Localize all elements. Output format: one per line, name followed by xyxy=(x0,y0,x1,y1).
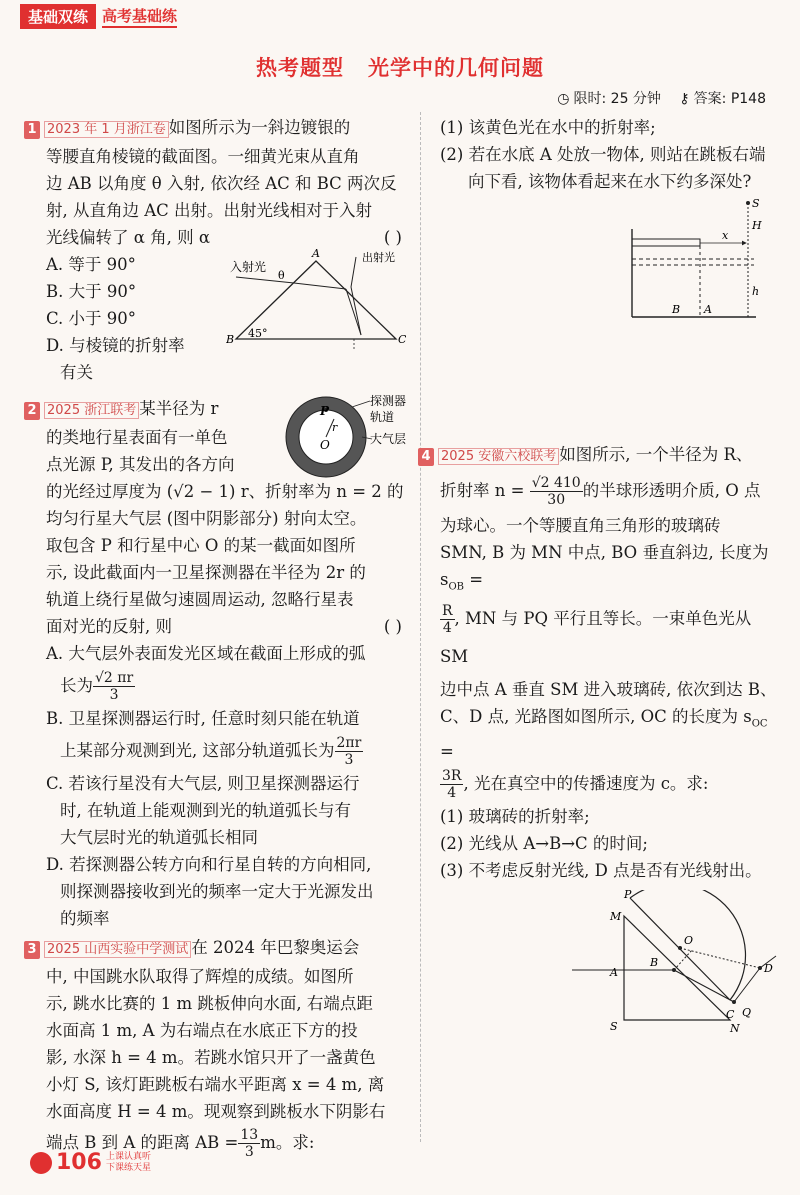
q4-text: = xyxy=(464,570,484,589)
fig-label: M xyxy=(610,909,622,923)
q2-text: 取包含 P 和行星中心 O 的某一截面如图所 xyxy=(46,536,356,555)
q4-text: C、D 点, 光路图如图所示, OC 的长度为 s xyxy=(440,707,752,727)
q2-text: 轨道上绕行星做匀速圆周运动, 忽略行星表 xyxy=(46,590,354,609)
fig-label: D xyxy=(764,961,773,975)
fraction xyxy=(93,670,135,703)
denominator: 3 xyxy=(244,1144,254,1160)
denominator: 3 xyxy=(344,752,354,768)
q1-text: 光线偏转了 α 角, 则 α xyxy=(46,228,211,247)
question-source: 2025 安徽六校联考 xyxy=(438,448,559,465)
q4-text: 为球心。一个等腰直角三角形的玻璃砖 xyxy=(440,516,721,535)
question-number: 4 xyxy=(418,448,434,466)
answer-ref: 答案: P148 xyxy=(693,91,766,107)
q1-option-a: A. 等于 90° xyxy=(46,255,136,274)
denominator: 30 xyxy=(547,492,566,508)
header xyxy=(20,4,177,28)
q1-option-d: D. 与棱镜的折射率 xyxy=(46,336,185,355)
fig-label: 探测器 xyxy=(370,394,406,408)
q4-text: , 光在真空中的传播速度为 c。求: xyxy=(463,773,709,793)
fig-label: h xyxy=(752,285,760,298)
q4-text: 边中点 A 垂直 SM 进入玻璃砖, 依次到达 B、 xyxy=(440,680,777,700)
q1-option-d-cont: 有关 xyxy=(60,363,93,382)
q3-subquestion-1: (1) 该黄色光在水中的折射率; xyxy=(440,118,656,137)
q2-text: 的类地行星表面有一单色 xyxy=(46,428,228,447)
q1-text: 等腰直角棱镜的截面图。一细黄光束从直角 xyxy=(46,147,360,166)
question-3 xyxy=(27,934,406,1161)
numerator: √2 410 xyxy=(531,475,581,491)
q3-text: 示, 跳水比赛的 1 m 跳板伸向水面, 右端点距 xyxy=(46,994,373,1013)
q1-text: 射, 从直角边 AC 出射。出射光线相对于入射 xyxy=(46,201,373,220)
fig-label: O xyxy=(320,438,330,452)
fig-label: 大气层 xyxy=(370,432,406,446)
header-tag-basic: 基础双练 xyxy=(20,4,96,29)
q1-option-b: B. 大于 90° xyxy=(46,282,137,301)
q2-option-a-cont: 长为 xyxy=(60,676,93,695)
question-source: 2025 山西实验中学测试 xyxy=(44,941,191,958)
q2-option-c-cont: 时, 在轨道上能观测到光的轨道弧长与有 xyxy=(60,801,351,820)
fig-label: B xyxy=(650,955,659,969)
q1-option-c: C. 小于 90° xyxy=(46,309,137,328)
question-4 xyxy=(421,441,778,1040)
fraction xyxy=(238,1127,260,1160)
question-1 xyxy=(27,114,406,382)
planet-figure xyxy=(282,391,406,483)
subscript: OB xyxy=(448,581,465,593)
q1-text: 边 AB 以角度 θ 入射, 依次经 AC 和 BC 两次反 xyxy=(46,174,397,193)
answer-blank: ( ) xyxy=(383,228,402,247)
q3-subquestion-2-cont: 向下看, 该物体看起来在水下约多深处? xyxy=(468,172,752,191)
fig-label: B xyxy=(672,303,681,316)
fig-label: P xyxy=(624,889,632,901)
time-limit: 限时: 25 分钟 xyxy=(573,91,661,107)
question-number: 1 xyxy=(24,121,40,139)
q3-text: 小灯 S, 该灯距跳板右端水平距离 x = 4 m, 离 xyxy=(46,1075,385,1094)
right-column xyxy=(421,114,778,1040)
q4-text: 折射率 n = xyxy=(440,481,525,500)
q2-option-c: C. 若该行星没有大气层, 则卫星探测器运行 xyxy=(46,774,360,793)
q2-option-b: B. 卫星探测器运行时, 任意时刻只能在轨道 xyxy=(46,709,360,728)
q2-option-b-cont: 上某部分观测到光, 这部分轨道弧长为 xyxy=(60,741,335,760)
mascot-icon xyxy=(30,1152,52,1174)
fig-label: N xyxy=(730,1021,740,1035)
header-tag-gaokao: 高考基础练 xyxy=(102,5,177,28)
q4-subquestion-1: (1) 玻璃砖的折射率; xyxy=(440,806,590,826)
q4-text: , MN 与 PQ 平行且等长。一束单色光从 SM xyxy=(440,609,752,667)
denominator: 4 xyxy=(447,784,457,801)
question-2 xyxy=(27,394,406,932)
fig-label: C xyxy=(398,333,406,346)
fig-label: 出射光 xyxy=(362,251,395,264)
fig-label: S xyxy=(752,199,760,210)
fraction xyxy=(440,768,463,801)
fig-label: A xyxy=(312,247,320,260)
q4-subquestion-2: (2) 光线从 A→B→C 的时间; xyxy=(440,833,648,853)
footer xyxy=(30,1150,151,1175)
fig-label: B xyxy=(226,333,235,346)
q3-text: m。求: xyxy=(260,1133,315,1152)
q1-text: 如图所示为一斜边镀银的 xyxy=(168,118,351,137)
fig-label: 45° xyxy=(248,327,268,340)
numerator: 2πr xyxy=(336,735,362,751)
page-title xyxy=(0,52,800,82)
q2-option-d: D. 若探测器公转方向和行星自转的方向相同, xyxy=(46,855,372,874)
fig-label: r xyxy=(332,421,338,434)
question-source: 2023 年 1 月浙江卷 xyxy=(44,121,169,138)
q2-option-d-cont: 的频率 xyxy=(60,909,110,928)
fig-label: C xyxy=(726,1007,735,1021)
meta-line xyxy=(553,88,766,108)
question-number: 2 xyxy=(24,402,40,420)
q3-subquestion-2: (2) 若在水底 A 处放一物体, 则站在跳板右端 xyxy=(440,145,766,164)
slogan-line: 下课练天星 xyxy=(105,1162,151,1173)
left-column xyxy=(27,114,406,1161)
q2-text: 点光源 P, 其发出的各方向 xyxy=(46,455,235,474)
footer-slogan xyxy=(106,1152,151,1174)
q2-option-a: A. 大气层外表面发光区域在截面上形成的弧 xyxy=(46,644,366,663)
q2-option-c-cont: 大气层时光的轨道弧长相同 xyxy=(60,828,258,847)
slogan-line: 上课认真听 xyxy=(105,1151,151,1162)
column-divider xyxy=(420,112,421,1142)
q2-option-d-cont: 则探测器接收到光的频率一定大于光源发出 xyxy=(60,882,374,901)
question-number: 3 xyxy=(24,941,40,959)
fig-label: P xyxy=(320,404,330,418)
fig-label: Q xyxy=(742,1005,752,1019)
title-part-b: 光学中的几何问题 xyxy=(368,56,544,80)
fig-label: θ xyxy=(278,269,285,282)
prism-figure xyxy=(226,247,406,353)
fraction xyxy=(440,603,455,636)
key-icon: ⚷ xyxy=(679,91,690,107)
fig-label: A xyxy=(704,303,712,316)
q2-text: 示, 设此截面内一卫星探测器在半径为 2r 的 xyxy=(46,563,366,582)
numerator: √2 πr xyxy=(95,670,134,686)
q4-text: SMN, B 为 MN 中点, BO 垂直斜边, 长度为 s xyxy=(440,543,769,589)
q3-text: 中, 中国跳水队取得了辉煌的成绩。如图所 xyxy=(46,967,354,986)
answer-blank: ( ) xyxy=(383,617,402,636)
q4-text: = xyxy=(440,741,454,761)
fraction xyxy=(530,475,583,508)
page-number: 106 xyxy=(56,1150,102,1175)
q2-text: 的光经过厚度为 (√2 − 1) r、折射率为 n = 2 的 xyxy=(46,482,404,501)
title-part-a: 热考题型 xyxy=(256,56,344,80)
q3-text: 影, 水深 h = 4 m。若跳水馆只开了一盏黄色 xyxy=(46,1048,376,1067)
denominator: 4 xyxy=(442,620,452,637)
q2-text: 某半径为 r xyxy=(139,399,219,418)
q4-text: 如图所示, 一个半径为 R、 xyxy=(559,445,753,464)
fig-label: A xyxy=(610,965,618,979)
q3-text: 端点 B 到 A 的距离 AB = xyxy=(46,1133,239,1152)
fraction xyxy=(335,735,364,768)
hemisphere-figure xyxy=(570,890,780,1040)
q2-text: 面对光的反射, 则 xyxy=(46,617,172,636)
question-source: 2025 浙江联考 xyxy=(44,402,139,419)
numerator: R xyxy=(442,603,453,620)
q4-subquestion-3: (3) 不考虑反射光线, D 点是否有光线射出。 xyxy=(440,860,762,880)
fig-label: O xyxy=(684,933,694,947)
q3-text: 水面高 1 m, A 为右端点在水底正下方的投 xyxy=(46,1021,358,1040)
fig-label: x xyxy=(722,229,729,242)
diving-figure xyxy=(626,199,776,329)
numerator: 3R xyxy=(442,767,462,784)
denominator: 3 xyxy=(109,687,119,703)
subscript: OC xyxy=(751,718,768,730)
fig-label: 轨道 xyxy=(370,410,395,424)
fig-label: 入射光 xyxy=(230,260,267,274)
fig-label: H xyxy=(752,219,762,232)
q2-text: 均匀行星大气层 (图中阴影部分) 射向太空。 xyxy=(46,509,367,528)
numerator: 13 xyxy=(240,1127,259,1143)
q3-text: 水面高度 H = 4 m。现观察到跳板水下阴影右 xyxy=(46,1102,386,1121)
clock-icon: ◷ xyxy=(557,91,570,107)
fig-label: S xyxy=(610,1019,618,1033)
q3-text: 在 2024 年巴黎奥运会 xyxy=(191,938,360,957)
q4-text: 的半球形透明介质, O 点 xyxy=(582,481,761,500)
